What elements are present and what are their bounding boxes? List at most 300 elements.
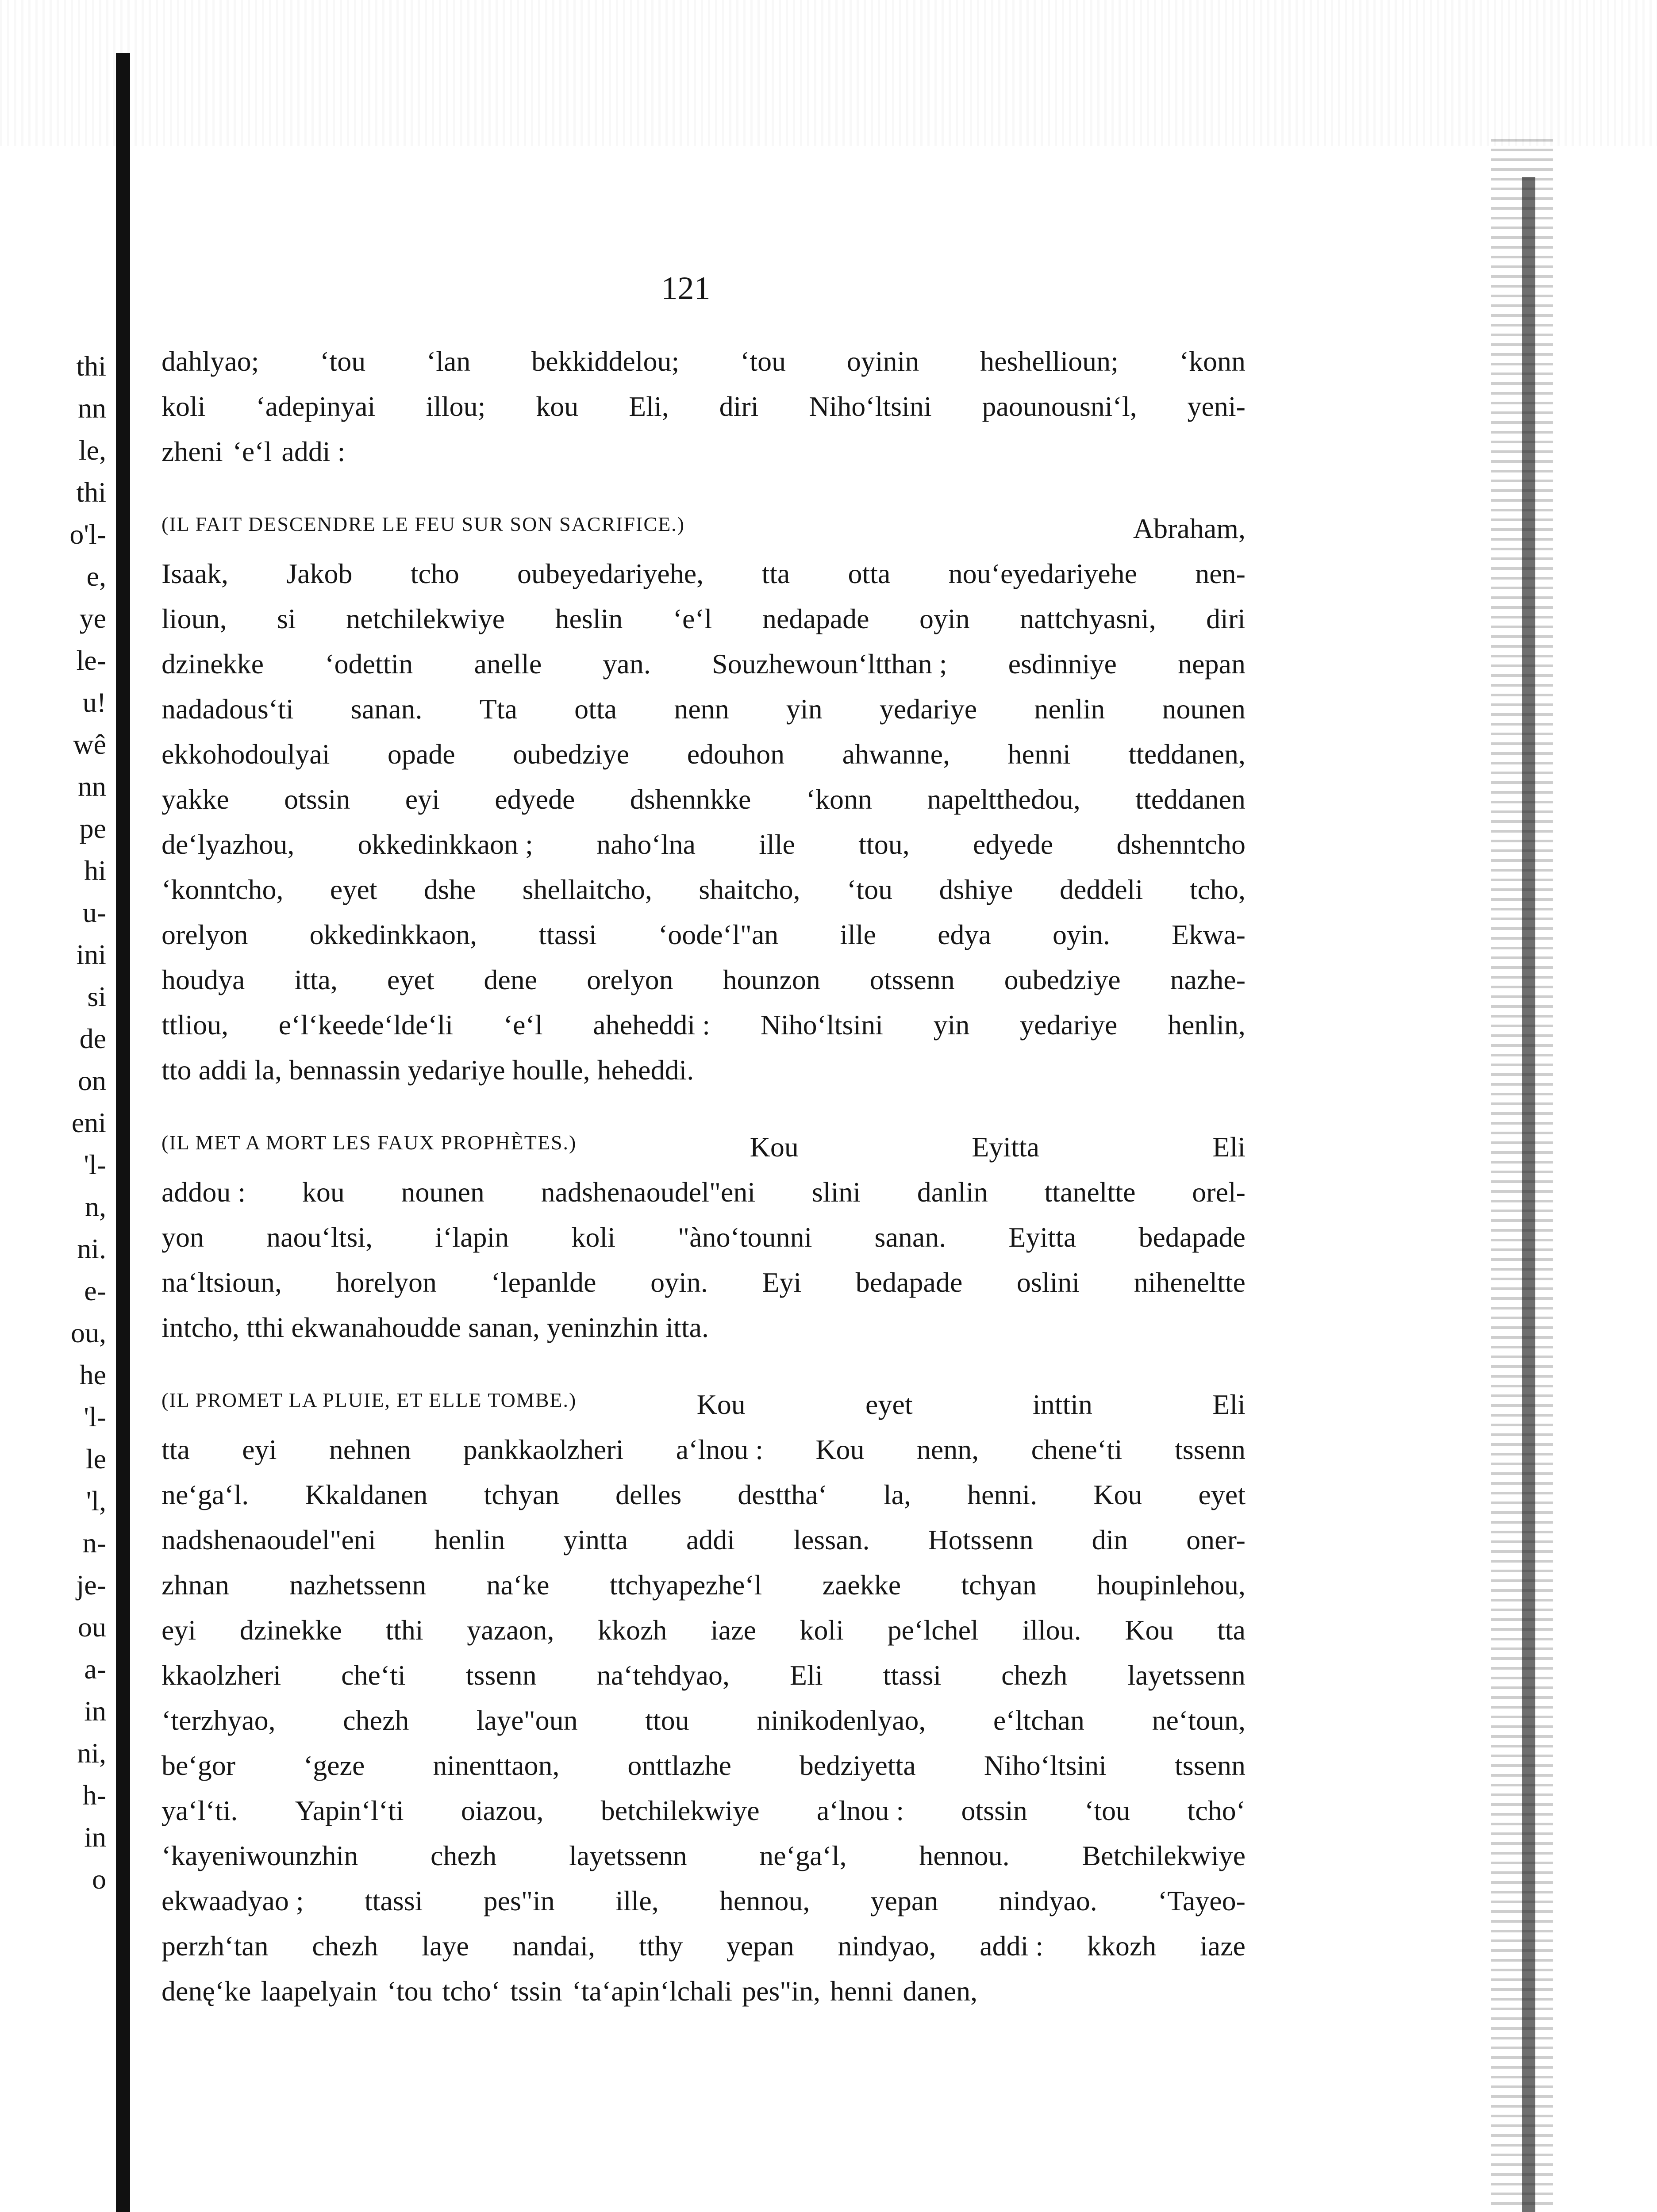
- word: Niho‘ltsini: [809, 391, 932, 422]
- text-line: [161, 435, 1246, 480]
- word: tta: [161, 1434, 190, 1465]
- word: chezh: [1001, 1659, 1068, 1691]
- text-line: [161, 1131, 1246, 1176]
- text-line: [161, 1930, 1246, 1975]
- word: lessan.: [793, 1524, 870, 1555]
- margin-fragment: eni: [71, 1107, 106, 1138]
- word: ttassi: [364, 1885, 423, 1916]
- margin-fragment: u-: [82, 897, 106, 928]
- word: Eyitta: [972, 1131, 1040, 1163]
- text-line: [161, 1659, 1246, 1704]
- word: la,: [883, 1479, 911, 1510]
- text-line: [161, 603, 1246, 648]
- text-line: [161, 1479, 1246, 1524]
- margin-fragment: ni,: [77, 1737, 106, 1769]
- word: din: [1092, 1524, 1128, 1555]
- word: ‘ta‘apin‘lchali: [572, 1975, 732, 2007]
- word: betchilekwiye: [600, 1795, 760, 1826]
- text-line: [161, 1975, 1246, 2020]
- word: tssenn: [1174, 1434, 1246, 1465]
- word: Yapin‘l‘ti: [295, 1795, 404, 1826]
- word: pes"in,: [742, 1975, 821, 2007]
- word: bedapade: [855, 1267, 963, 1298]
- word: ne‘ga‘l.: [161, 1479, 249, 1510]
- word: chezh: [343, 1705, 409, 1736]
- word: ttaneltte: [1044, 1176, 1136, 1208]
- word: oner-: [1186, 1524, 1246, 1555]
- word: orelyon: [587, 964, 673, 995]
- word: laye"oun: [476, 1705, 578, 1736]
- word: yan.: [603, 648, 651, 680]
- word: Ekwa-: [1171, 919, 1246, 950]
- word: ekkohodoulyai: [161, 738, 330, 770]
- word: nounen: [1162, 693, 1246, 725]
- text-line: [161, 1569, 1246, 1614]
- word: be‘gor: [161, 1750, 236, 1781]
- word: ‘e‘l: [673, 603, 712, 634]
- margin-fragment: ou,: [71, 1317, 106, 1348]
- margin-fragment: hi: [84, 855, 106, 886]
- margin-fragment: le: [85, 1443, 106, 1475]
- margin-fragment: e,: [86, 561, 106, 592]
- margin-fragment: u!: [82, 687, 106, 718]
- body-text: [161, 345, 1246, 2020]
- text-line: [161, 1176, 1246, 1221]
- margin-fragment: 'l-: [84, 1401, 106, 1432]
- word: ‘odettin: [325, 648, 413, 680]
- word: kkozh: [1087, 1930, 1157, 1962]
- word: Kou: [1093, 1479, 1142, 1510]
- word: ninenttaon,: [433, 1750, 560, 1781]
- word: yin: [786, 693, 823, 725]
- word: yintta: [563, 1524, 628, 1555]
- margin-fragment: 'l,: [86, 1485, 106, 1517]
- word: ‘oode‘l"an: [658, 919, 779, 950]
- text-line: [161, 693, 1246, 738]
- word: iaze: [1199, 1930, 1246, 1962]
- word: yazaon,: [467, 1614, 554, 1646]
- word: oyinin: [846, 346, 919, 377]
- word: tssin: [510, 1975, 562, 2007]
- word: nenn,: [916, 1434, 979, 1465]
- word: paounousni‘l,: [982, 391, 1137, 422]
- word: edya: [938, 919, 991, 950]
- word: sanan.: [350, 693, 423, 725]
- margin-fragment: a-: [84, 1653, 106, 1685]
- word: kkaolzheri: [161, 1659, 281, 1691]
- text-line: [161, 783, 1246, 828]
- word: laye: [422, 1930, 469, 1962]
- word: desttha‘: [738, 1479, 827, 1510]
- word: nenn: [674, 693, 729, 725]
- word: otssenn: [869, 964, 955, 995]
- word: zhnan: [161, 1569, 229, 1601]
- word: inttin: [1032, 1389, 1093, 1420]
- word: orel-: [1192, 1176, 1246, 1208]
- margin-fragment: e-: [84, 1275, 106, 1306]
- word: na‘ltsioun,: [161, 1267, 282, 1298]
- word: na‘tehdyao,: [596, 1659, 730, 1691]
- word: dshe: [423, 874, 476, 905]
- word: ‘tou: [740, 346, 786, 377]
- word: addi: [686, 1524, 735, 1555]
- paragraph-gap: [161, 1356, 1246, 1388]
- word: e‘ltchan: [993, 1705, 1084, 1736]
- word: bekkiddelou;: [531, 346, 680, 377]
- word: edyede: [973, 829, 1053, 860]
- margin-fragment: le-: [76, 645, 106, 676]
- text-line: [161, 1054, 1246, 1099]
- word: edyede: [495, 783, 575, 815]
- text-line: [161, 1614, 1246, 1659]
- word: kkozh: [598, 1614, 667, 1646]
- word: yepan: [726, 1930, 794, 1962]
- word: addou :: [161, 1176, 246, 1208]
- text-line: [161, 1221, 1246, 1266]
- text-line: [161, 557, 1246, 603]
- word: pankkaolzheri: [463, 1434, 624, 1465]
- word: oubedziye: [513, 738, 630, 770]
- word: Kou: [1125, 1614, 1174, 1646]
- word: opade: [387, 738, 455, 770]
- word: yedariye: [879, 693, 977, 725]
- word: iaze: [710, 1614, 756, 1646]
- word: chezh: [431, 1840, 497, 1871]
- margin-fragment: ini: [76, 939, 106, 970]
- word: henlin: [434, 1524, 505, 1555]
- word: tteddanen: [1135, 783, 1246, 815]
- word: esdinniye: [1008, 648, 1117, 680]
- word: onttlazhe: [627, 1750, 731, 1781]
- word: danlin: [917, 1176, 988, 1208]
- word: kou: [302, 1176, 345, 1208]
- word: Kou: [815, 1434, 865, 1465]
- word: shellaitcho,: [522, 874, 652, 905]
- word: ille: [840, 919, 877, 950]
- word: tta: [1217, 1614, 1246, 1646]
- word: tcho,: [1189, 874, 1246, 905]
- text-line: [161, 512, 1246, 557]
- text-line: [161, 345, 1246, 390]
- word: si: [277, 603, 296, 634]
- margin-fragment: in: [84, 1821, 106, 1853]
- word: delles: [615, 1479, 682, 1510]
- word: yon: [161, 1221, 204, 1253]
- margin-fragment: nn: [78, 771, 106, 802]
- text-line: [161, 873, 1246, 918]
- word: tchyan: [961, 1569, 1037, 1601]
- word: tcho‘: [1187, 1795, 1246, 1826]
- word: heshellioun;: [980, 346, 1119, 377]
- word: e‘l‘keede‘lde‘li: [278, 1009, 454, 1041]
- margin-fragment: de: [79, 1023, 106, 1054]
- word: yedariye: [1020, 1009, 1118, 1041]
- binding-shadow: [116, 53, 130, 2212]
- word: edouhon: [687, 738, 785, 770]
- word: ‘konntcho,: [161, 874, 284, 905]
- text-line: [161, 1794, 1246, 1839]
- word: ttassi: [883, 1659, 942, 1691]
- word: ‘lan: [426, 346, 471, 377]
- word: yeni-: [1187, 391, 1246, 422]
- word: oubeyedariyehe,: [517, 558, 704, 589]
- word: dshiye: [939, 874, 1013, 905]
- margin-fragment: o'l-: [69, 518, 106, 550]
- word: anelle: [474, 648, 542, 680]
- margin-fragment: n,: [85, 1191, 106, 1222]
- word: illou;: [426, 391, 486, 422]
- word: laapelyain: [261, 1975, 377, 2007]
- word: tchyan: [484, 1479, 559, 1510]
- word: otta: [848, 558, 891, 589]
- margin-fragment: 'l-: [84, 1149, 106, 1180]
- word: slini: [811, 1176, 861, 1208]
- text-line: [161, 1433, 1246, 1479]
- word: hennou.: [919, 1840, 1010, 1871]
- margin-fragment: wê: [73, 729, 106, 760]
- word: tcho: [410, 558, 459, 589]
- word: bedziyetta: [799, 1750, 916, 1781]
- word: dzinekke: [239, 1614, 342, 1646]
- word: nehnen: [329, 1434, 411, 1465]
- word: naou‘ltsi,: [266, 1221, 373, 1253]
- word: dzinekke: [161, 648, 264, 680]
- word: tssenn: [1174, 1750, 1246, 1781]
- text-line: [161, 1311, 1246, 1356]
- word: nadadous‘ti: [161, 693, 294, 725]
- word: chene‘ti: [1031, 1434, 1123, 1465]
- word: eyet: [865, 1389, 913, 1420]
- word: ‘e‘l: [503, 1009, 543, 1041]
- margin-fragment: si: [87, 981, 106, 1012]
- margin-fragment: ye: [79, 603, 106, 634]
- word: Souzhewoun‘ltthan ;: [712, 648, 947, 680]
- word: koli: [161, 391, 206, 422]
- word: denę‘ke: [161, 1975, 251, 2007]
- text-line: [161, 1749, 1246, 1794]
- word: bedapade: [1138, 1221, 1246, 1253]
- margin-fragment: in: [84, 1695, 106, 1727]
- word: eyet: [330, 874, 377, 905]
- word: "àno‘tounni: [678, 1221, 812, 1253]
- word: orelyon: [161, 919, 248, 950]
- word: ttou,: [858, 829, 910, 860]
- word: aheheddi :: [593, 1009, 710, 1041]
- word: henlin,: [1167, 1009, 1246, 1041]
- word: eyet: [1198, 1479, 1246, 1510]
- word: ttchyapezhe‘l: [609, 1569, 762, 1601]
- margin-fragment: pe: [79, 813, 106, 844]
- text-line: [161, 1839, 1246, 1885]
- word: nandai,: [512, 1930, 595, 1962]
- word: Niho‘ltsini: [984, 1750, 1107, 1781]
- word: henni: [1007, 738, 1071, 770]
- word: sanan.: [874, 1221, 946, 1253]
- word: ‘lepanlde: [491, 1267, 596, 1298]
- word: oslini: [1016, 1267, 1080, 1298]
- word: ‘tou: [387, 1975, 433, 2007]
- word: nazhe-: [1170, 964, 1246, 995]
- word: kou: [536, 391, 579, 422]
- word: a‘lnou :: [816, 1795, 904, 1826]
- word: ‘geze: [303, 1750, 365, 1781]
- word: ‘terzhyao,: [161, 1705, 276, 1736]
- word: ille: [759, 829, 795, 860]
- section-heading: (IL MET A MORT LES FAUX PROPHÈTES.): [161, 1131, 577, 1154]
- word: pe‘lchel: [887, 1614, 979, 1646]
- word: layetssenn: [569, 1840, 687, 1871]
- word: napeltthedou,: [927, 783, 1080, 815]
- word: ille,: [615, 1885, 659, 1916]
- word: ‘tou: [320, 346, 366, 377]
- word: henni.: [967, 1479, 1038, 1510]
- word: ttassi: [538, 919, 597, 950]
- word: dshenntcho: [1116, 829, 1246, 860]
- margin-fragment: je-: [76, 1569, 106, 1601]
- word: shaitcho,: [699, 874, 800, 905]
- page-number: 121: [661, 270, 711, 307]
- word: otta: [574, 693, 617, 725]
- word: nenlin: [1034, 693, 1105, 725]
- word: oyin.: [650, 1267, 708, 1298]
- word: addi :: [281, 436, 346, 467]
- word: hennou,: [719, 1885, 810, 1916]
- text-line: [161, 1704, 1246, 1749]
- word: koli: [571, 1221, 615, 1253]
- word: dahlyao;: [161, 346, 259, 377]
- word: Kou: [750, 1131, 799, 1163]
- text-line: [161, 1885, 1246, 1930]
- word: Tta: [479, 693, 517, 725]
- word: naho‘lna: [596, 829, 696, 860]
- word: ‘Tayeo-: [1157, 1885, 1246, 1916]
- word: tthy: [638, 1930, 683, 1962]
- word: ‘konn: [1179, 346, 1246, 377]
- word: nindyao,: [838, 1930, 936, 1962]
- word: ahwanne,: [842, 738, 950, 770]
- margin-fragment: h-: [82, 1779, 106, 1811]
- word: addi :: [980, 1930, 1044, 1962]
- word: de‘lyazhou,: [161, 829, 295, 860]
- word: okkedinkkaon,: [309, 919, 477, 950]
- margin-fragment: thi: [76, 476, 106, 508]
- word: intcho, tthi ekwanahoudde sanan, yeninzhin itta.: [161, 1312, 709, 1343]
- word: Eli,: [629, 391, 669, 422]
- text-line: [161, 1009, 1246, 1054]
- paragraph-gap: [161, 1099, 1246, 1131]
- word: Jakob: [286, 558, 353, 589]
- section-heading: (IL FAIT DESCENDRE LE FEU SUR SON SACRIFICE.): [161, 513, 685, 535]
- word: ‘e‘l: [232, 436, 272, 467]
- word: chezh: [312, 1930, 378, 1962]
- word: ttliou,: [161, 1009, 229, 1041]
- margin-fragment: nn: [78, 392, 106, 424]
- word: nadshenaoudel"eni: [541, 1176, 756, 1208]
- word: nepan: [1178, 648, 1246, 680]
- word: nindyao.: [999, 1885, 1097, 1916]
- word: lioun,: [161, 603, 227, 634]
- word: diri: [1206, 603, 1246, 634]
- word: otssin: [284, 783, 350, 815]
- word: tteddanen,: [1128, 738, 1246, 770]
- word: ya‘l‘ti.: [161, 1795, 238, 1826]
- word: Eli: [1212, 1131, 1246, 1163]
- margin-fragment: o: [92, 1863, 106, 1895]
- word: a‘lnou :: [676, 1434, 763, 1465]
- word: na‘ke: [486, 1569, 550, 1601]
- page-edge-dark: [1522, 177, 1535, 2212]
- margin-fragment: ni.: [77, 1233, 106, 1264]
- word: zheni: [161, 436, 223, 467]
- word: koli: [800, 1614, 844, 1646]
- paragraph-gap: [161, 480, 1246, 512]
- word: oiazou,: [461, 1795, 544, 1826]
- word: Betchilekwiye: [1082, 1840, 1246, 1871]
- word: yepan: [870, 1885, 938, 1916]
- word: heslin: [555, 603, 623, 634]
- margin-fragment: ou: [78, 1611, 106, 1643]
- word: dene: [484, 964, 538, 995]
- word: dshennkke: [630, 783, 751, 815]
- word: deddeli: [1059, 874, 1143, 905]
- word: horelyon: [336, 1267, 437, 1298]
- word: ‘adepinyai: [256, 391, 376, 422]
- word: Hotssenn: [928, 1524, 1034, 1555]
- word: ‘konn: [806, 783, 873, 815]
- text-line: [161, 648, 1246, 693]
- word: ninikodenlyao,: [757, 1705, 926, 1736]
- word: nedapade: [762, 603, 869, 634]
- word: perzh‘tan: [161, 1930, 269, 1962]
- word: Isaak,: [161, 558, 229, 589]
- word: tcho‘: [442, 1975, 501, 2007]
- word: eyi: [242, 1434, 277, 1465]
- text-line: [161, 390, 1246, 435]
- word: hounzon: [723, 964, 820, 995]
- text-line: [161, 1524, 1246, 1569]
- word: i‘lapin: [435, 1221, 509, 1253]
- word: Kou: [696, 1389, 746, 1420]
- word: ‘kayeniwounzhin: [161, 1840, 358, 1871]
- word: otssin: [961, 1795, 1027, 1826]
- word: tssenn: [465, 1659, 537, 1691]
- text-line: [161, 828, 1246, 873]
- margin-fragment: le,: [78, 434, 106, 466]
- word: che‘ti: [341, 1659, 406, 1691]
- word: ne‘toun,: [1152, 1705, 1246, 1736]
- word: eyet: [387, 964, 434, 995]
- word: nadshenaoudel"eni: [161, 1524, 376, 1555]
- adjacent-page-fragments: [0, 345, 106, 1900]
- text-line: [161, 1266, 1246, 1311]
- word: nen-: [1195, 558, 1246, 589]
- word: Eyi: [762, 1267, 802, 1298]
- word: zaekke: [822, 1569, 901, 1601]
- word: Kkaldanen: [305, 1479, 428, 1510]
- word: layetssenn: [1127, 1659, 1246, 1691]
- word: houdya: [161, 964, 245, 995]
- word: diri: [719, 391, 759, 422]
- word: illou.: [1022, 1614, 1081, 1646]
- text-line: [161, 918, 1246, 964]
- word: ‘tou: [846, 874, 893, 905]
- word: tto addi la, bennassin yedariye houlle, heheddi.: [161, 1054, 694, 1086]
- word: Niho‘ltsini: [760, 1009, 883, 1041]
- text-line: [161, 738, 1246, 783]
- word: oubedziye: [1004, 964, 1121, 995]
- word: Abraham,: [1133, 513, 1246, 544]
- word: pes"in: [483, 1885, 555, 1916]
